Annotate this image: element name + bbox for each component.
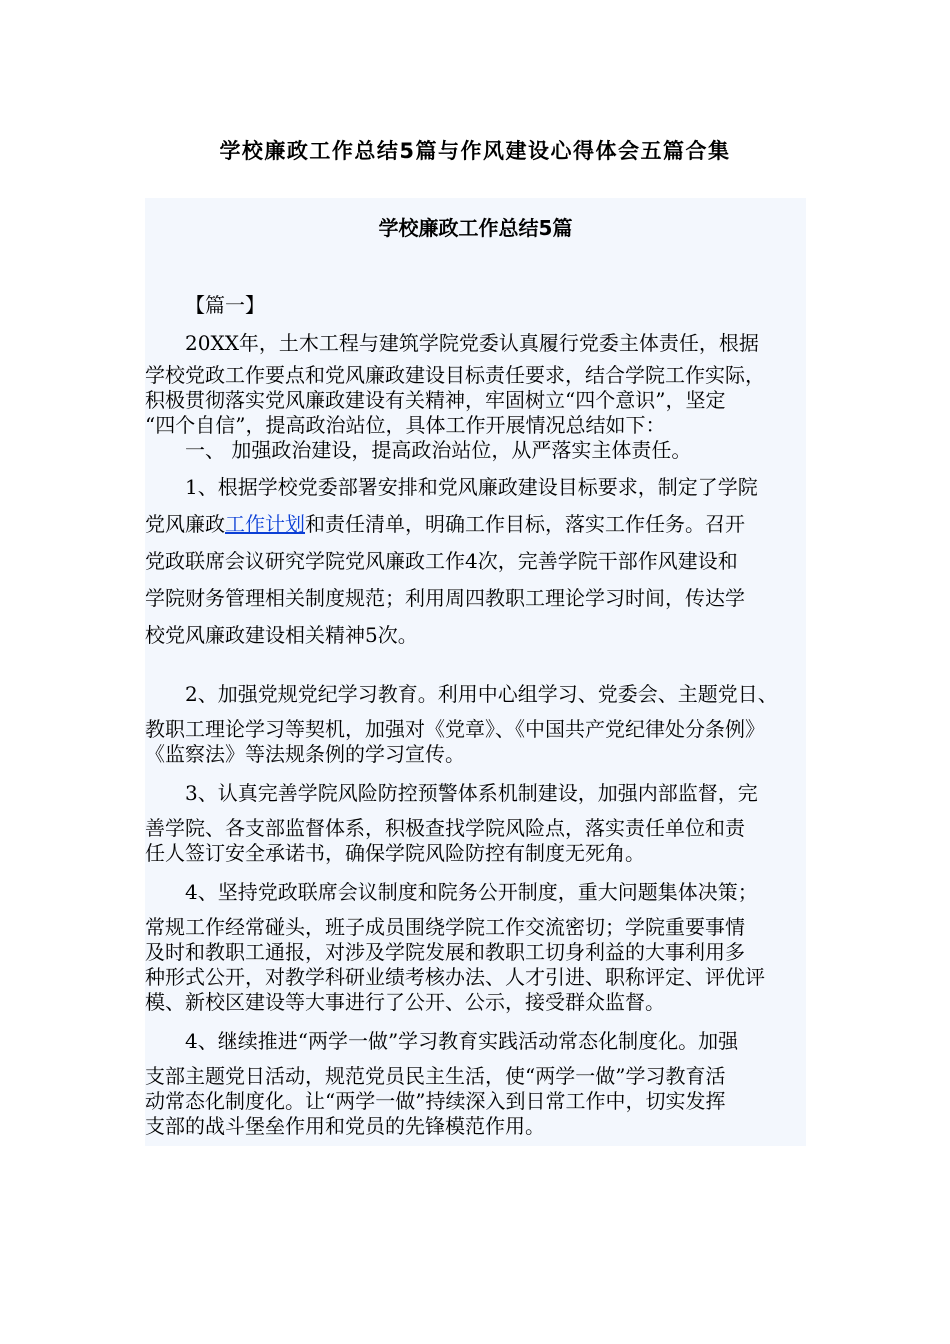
intro-line: 20XX年，土木工程与建筑学院党委认真履行党委主体责任，根据 <box>185 331 759 355</box>
item-2-line: 2、加强党规党纪学习教育。利用中心组学习、党委会、主题党日、 <box>185 682 778 706</box>
item-3-line: 3、认真完善学院风险防控预警体系机制建设，加强内部监督，完 <box>185 781 758 805</box>
item-4a-line: 模、新校区建设等大事进行了公开、公示，接受群众监督。 <box>145 990 665 1014</box>
intro-line: 积极贯彻落实党风廉政建设有关精神，牢固树立“四个意识”，坚定 <box>145 388 726 412</box>
item-4b-line: 支部的战斗堡垒作用和党员的先锋模范作用。 <box>145 1114 545 1138</box>
item-4b-line: 4、继续推进“两学一做”学习教育实践活动常态化制度化。加强 <box>185 1029 739 1053</box>
item-2-line: 教职工理论学习等契机，加强对《党章》、《中国共产党纪律处分条例》 <box>145 717 765 741</box>
item-3-line: 善学院、各支部监督体系，积极查找学院风险点，落实责任单位和责 <box>145 816 745 840</box>
intro-line: “四个自信”，提高政治站位，具体工作开展情况总结如下： <box>145 413 666 437</box>
heading-one: 一、 加强政治建设，提高政治站位，从严落实主体责任。 <box>185 438 692 462</box>
item-1-line: 党风廉政工作计划和责任清单，明确工作目标，落实工作任务。召开 <box>145 512 745 536</box>
document-title: 学校廉政工作总结5篇与作风建设心得体会五篇合集 <box>219 139 731 163</box>
item-4a-line: 种形式公开，对教学科研业绩考核办法、人才引进、职称评定、评优评 <box>145 965 765 989</box>
part-label: 【篇一】 <box>185 293 265 317</box>
item-2-line: 《监察法》等法规条例的学习宣传。 <box>145 742 465 766</box>
body-text <box>145 293 806 1139</box>
item-4a-line: 常规工作经常碰头，班子成员围绕学院工作交流密切；学院重要事情 <box>145 915 745 939</box>
item-4a-line: 4、坚持党政联席会议制度和院务公开制度，重大问题集体决策； <box>185 880 758 904</box>
item-3-line: 任人签订安全承诺书，确保学院风险防控有制度无死角。 <box>145 841 645 865</box>
item-4b-line: 支部主题党日活动，规范党员民主生活，使“两学一做”学习教育活 <box>145 1064 726 1088</box>
item-4a-line: 及时和教职工通报，对涉及学院发展和教职工切身利益的大事利用多 <box>145 940 745 964</box>
item-1-line: 校党风廉政建设相关精神5次。 <box>145 623 418 647</box>
item-1-line: 学院财务管理相关制度规范；利用周四教职工理论学习时间，传达学 <box>145 586 745 610</box>
item-1-line: 1、根据学校党委部署安排和党风廉政建设目标要求，制定了学院 <box>185 475 758 499</box>
item-4b-line: 动常态化制度化。让“两学一做”持续深入到日常工作中，切实发挥 <box>145 1089 726 1113</box>
intro-line: 学校党政工作要点和党风廉政建设目标责任要求，结合学院工作实际， <box>145 363 765 387</box>
item-1 <box>145 469 806 654</box>
item-1-line: 党政联席会议研究学院党风廉政工作4次，完善学院干部作风建设和 <box>145 549 738 573</box>
section-title: 学校廉政工作总结5篇 <box>378 216 573 240</box>
work-plan-link[interactable]: 工作计划 <box>225 512 305 536</box>
content-box <box>145 198 806 1146</box>
